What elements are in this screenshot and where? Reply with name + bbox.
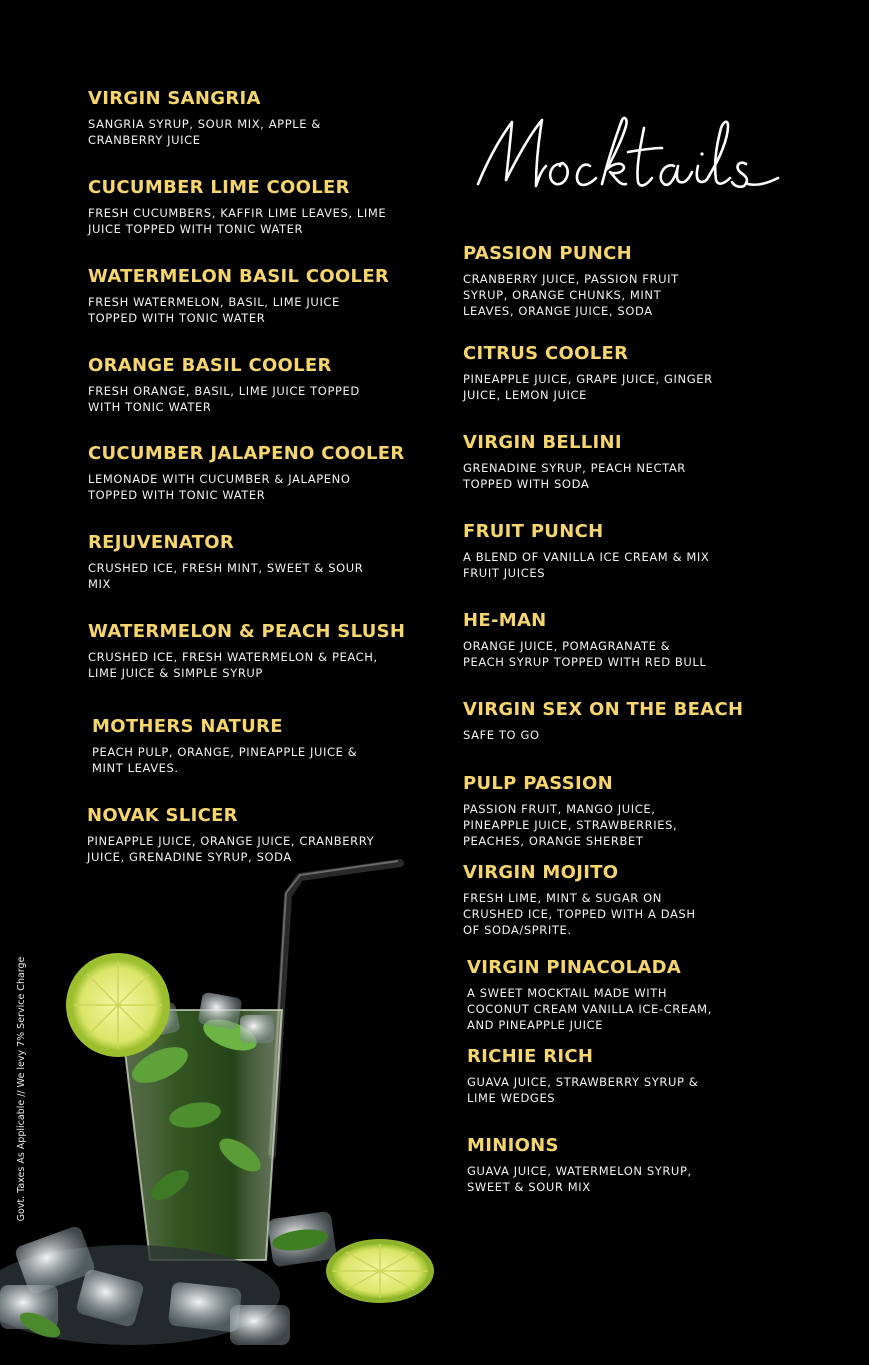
item-name: ORANGE BASIL COOLER <box>88 355 332 376</box>
menu-item-cucumber-jalapeno-cooler <box>88 443 405 503</box>
item-name: NOVAK SLICER <box>87 805 238 826</box>
item-description: GUAVA JUICE, STRAWBERRY SYRUP & LIME WEDGES <box>467 1075 699 1105</box>
menu-item-virgin-pinacolada <box>467 957 717 1033</box>
menu-item-virgin-bellini <box>463 432 713 492</box>
item-description: GRENADINE SYRUP, PEACH NECTAR TOPPED WITH SODA <box>463 461 686 491</box>
item-name: PASSION PUNCH <box>463 243 632 264</box>
menu-item-virgin-mojito <box>463 862 713 938</box>
menu-item-he-man <box>463 610 713 670</box>
item-name: MOTHERS NATURE <box>92 716 283 737</box>
item-name: VIRGIN SANGRIA <box>88 88 261 109</box>
menu-item-richie-rich <box>467 1046 717 1106</box>
item-name: VIRGIN BELLINI <box>463 432 622 453</box>
menu-item-fruit-punch <box>463 521 713 581</box>
item-name: FRUIT PUNCH <box>463 521 604 542</box>
item-description: CRANBERRY JUICE, PASSION FRUIT SYRUP, ORANGE CHUNKS, MINT LEAVES, ORANGE JUICE, SODA <box>463 272 679 318</box>
menu-item-pulp-passion <box>463 773 713 849</box>
item-description: FRESH LIME, MINT & SUGAR ON CRUSHED ICE, TOPPED WITH A DASH OF SODA/SPRITE. <box>463 891 696 937</box>
item-description: FRESH CUCUMBERS, KAFFIR LIME LEAVES, LIME JUICE TOPPED WITH TONIC WATER <box>88 206 387 236</box>
item-description: CRUSHED ICE, FRESH MINT, SWEET & SOUR MIX <box>88 561 364 591</box>
menu-item-mothers-nature <box>92 716 392 776</box>
item-name: VIRGIN SEX ON THE BEACH <box>463 699 744 720</box>
item-description: SAFE TO GO <box>463 728 540 742</box>
menu-item-passion-punch <box>463 243 713 319</box>
item-description: ORANGE JUICE, POMAGRANATE & PEACH SYRUP TOPPED WITH RED BULL <box>463 639 707 669</box>
item-description: LEMONADE WITH CUCUMBER & JALAPENO TOPPED WITH TONIC WATER <box>88 472 351 502</box>
item-description: PASSION FRUIT, MANGO JUICE, PINEAPPLE JUICE, STRAWBERRIES, PEACHES, ORANGE SHERBET <box>463 802 678 848</box>
item-description: PINEAPPLE JUICE, GRAPE JUICE, GINGER JUICE, LEMON JUICE <box>463 372 713 402</box>
mocktails-script-title <box>466 100 796 210</box>
item-name: VIRGIN PINACOLADA <box>467 957 682 978</box>
item-description: GUAVA JUICE, WATERMELON SYRUP, SWEET & SOUR MIX <box>467 1164 692 1194</box>
item-name: RICHIE RICH <box>467 1046 594 1067</box>
item-description: PINEAPPLE JUICE, ORANGE JUICE, CRANBERRY JUICE, GRENADINE SYRUP, SODA <box>87 834 375 864</box>
menu-item-virgin-sex-on-the-beach <box>463 699 744 743</box>
menu-item-watermelon-peach-slush <box>88 621 406 681</box>
item-name: CUCUMBER JALAPENO COOLER <box>88 443 405 464</box>
item-name: VIRGIN MOJITO <box>463 862 619 883</box>
mojito-glass-illustration <box>0 855 460 1361</box>
menu-item-minions <box>467 1135 717 1195</box>
menu-title <box>466 100 796 210</box>
item-name: CUCUMBER LIME COOLER <box>88 177 350 198</box>
menu-item-virgin-sangria <box>88 88 388 148</box>
item-description: A BLEND OF VANILLA ICE CREAM & MIX FRUIT JUICES <box>463 550 710 580</box>
item-description: PEACH PULP, ORANGE, PINEAPPLE JUICE & MINT LEAVES. <box>92 745 358 775</box>
item-description: FRESH WATERMELON, BASIL, LIME JUICE TOPPED WITH TONIC WATER <box>88 295 340 325</box>
menu-item-orange-basil-cooler <box>88 355 388 415</box>
item-name: WATERMELON & PEACH SLUSH <box>88 621 406 642</box>
menu-item-rejuvenator <box>88 532 388 592</box>
tax-footnote: Govt. Taxes As Applicable // We levy 7% Service Charge <box>16 956 27 1222</box>
item-name: MINIONS <box>467 1135 559 1156</box>
menu-item-cucumber-lime-cooler <box>88 177 388 237</box>
item-name: CITRUS COOLER <box>463 343 629 364</box>
item-name: HE-MAN <box>463 610 547 631</box>
item-description: CRUSHED ICE, FRESH WATERMELON & PEACH, LIME JUICE & SIMPLE SYRUP <box>88 650 378 680</box>
item-name: PULP PASSION <box>463 773 613 794</box>
item-description: SANGRIA SYRUP, SOUR MIX, APPLE & CRANBERRY JUICE <box>88 117 321 147</box>
item-description: A SWEET MOCKTAIL MADE WITH COCONUT CREAM VANILLA ICE-CREAM, AND PINEAPPLE JUICE <box>467 986 712 1032</box>
menu-item-citrus-cooler <box>463 343 713 403</box>
item-name: WATERMELON BASIL COOLER <box>88 266 390 287</box>
item-description: FRESH ORANGE, BASIL, LIME JUICE TOPPED WITH TONIC WATER <box>88 384 360 414</box>
item-name: REJUVENATOR <box>88 532 235 553</box>
menu-item-watermelon-basil-cooler <box>88 266 388 326</box>
